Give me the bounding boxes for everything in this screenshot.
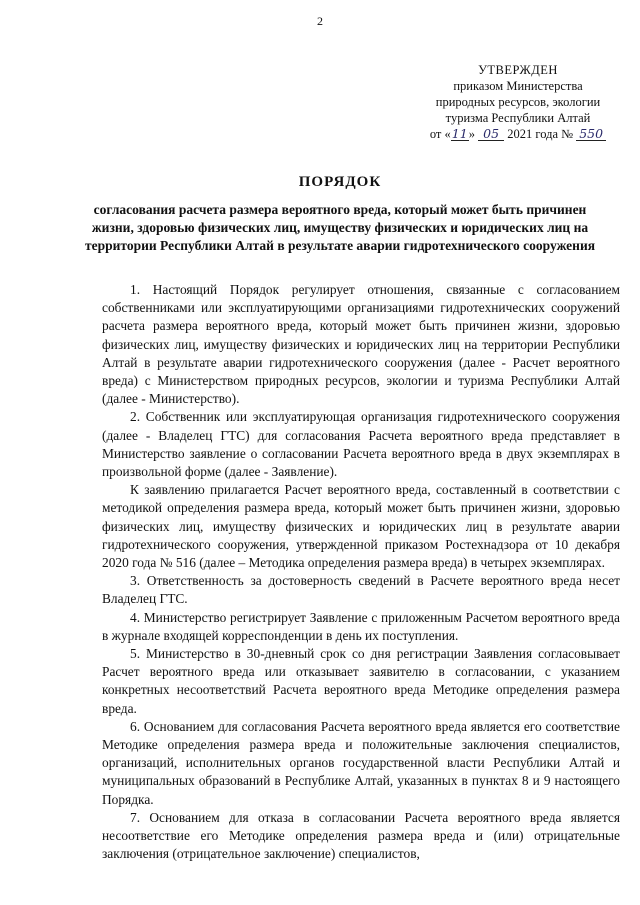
document-heading	[60, 174, 620, 255]
paragraph: 1. Настоящий Порядок регулирует отношения, связанные с согласованием собственниками или эксплуатирующими организациями гидротехнических сооружений расчета размера вероятного вреда, который может быть причинен жизни, здоровью физических лиц, имуществу физических и юридических лиц на территории Республики Алтай в результате аварии гидротехнического сооружения (далее - Расчет вероятного вреда) с Министерством природных ресурсов, экологии и туризма Республики Алтай (далее - Министерство).	[102, 282, 620, 407]
approval-line: природных ресурсов, экологии	[435, 95, 601, 109]
paragraph: К заявлению прилагается Расчет вероятного вреда, составленный в соответствии с методикой определения размера вреда, который может быть причинен жизни, здоровью физических лиц, имуществу физических и юридических лиц в результате аварии гидротехнического сооружения, утвержденной приказом Ростехнадзора от 10 декабря 2020 года № 516 (далее – Методика определения размера вреда) в четырех экземплярах.	[102, 482, 620, 571]
paragraph: 7. Основанием для отказа в согласовании Расчета вероятного вреда является несоответствие его Методике определения размера вреда и (или) отрицательные заключения (отрицательное заключение) специалистов,	[102, 809, 620, 862]
approval-line: приказом Министерства	[453, 79, 583, 93]
paragraph: 2. Собственник или эксплуатирующая организация гидротехнического сооружения (далее - Владелец ГТС) для согласования Расчета вероятного вреда представляет в Министерство заявление о согласовании Расчета вероятного вреда в двух экземплярах в произвольной форме (далее - Заявление).	[102, 409, 620, 480]
paragraph: 3. Ответственность за достоверность сведений в Расчете вероятного вреда несет Владелец ГТС.	[102, 573, 620, 607]
paragraph: 6. Основанием для согласования Расчета вероятного вреда является его соответствие Методике определения размера вреда и положительные заключения специалистов, организаций, исполнительных органов государственной власти Республики Алтай и муниципальных образований в Республике Алтай, указанных в пунктах 8 и 9 настоящего Порядка.	[102, 718, 620, 807]
approval-stamp	[418, 62, 618, 142]
date-prefix: от «	[429, 127, 451, 141]
paragraph: 4. Министерство регистрирует Заявление с приложенным Расчетом вероятного вреда в журнале входящей корреспонденции в день их поступления.	[102, 609, 620, 643]
approval-line: туризма Республики Алтай	[445, 111, 591, 125]
approval-title: УТВЕРЖДЕН	[478, 63, 558, 77]
approval-date-line	[418, 126, 618, 142]
handwritten-day: 11	[451, 126, 468, 141]
date-mid: »	[468, 127, 475, 141]
document-title: ПОРЯДОК	[298, 174, 382, 190]
document-body	[102, 281, 620, 864]
document-subtitle: согласования расчета размера вероятного вреда, который может быть причинен жизни, здоровью физических лиц, имуществу физических и юридических лиц на территории Республики Алтай в результате аварии гидротехнического сооружения	[84, 202, 596, 253]
handwritten-doc-number: 550	[576, 127, 606, 141]
date-year: 2021 года №	[507, 127, 574, 141]
paragraph: 5. Министерство в 30-дневный срок со дня регистрации Заявления согласовывает Расчет вероятного вреда или отказывает заявителю в согласовании, с указанием конкретных несоответствий Расчета вероятного вреда Методике определения размера вреда.	[102, 646, 620, 716]
page-number: 2	[317, 14, 323, 28]
handwritten-month: 05	[478, 127, 504, 141]
